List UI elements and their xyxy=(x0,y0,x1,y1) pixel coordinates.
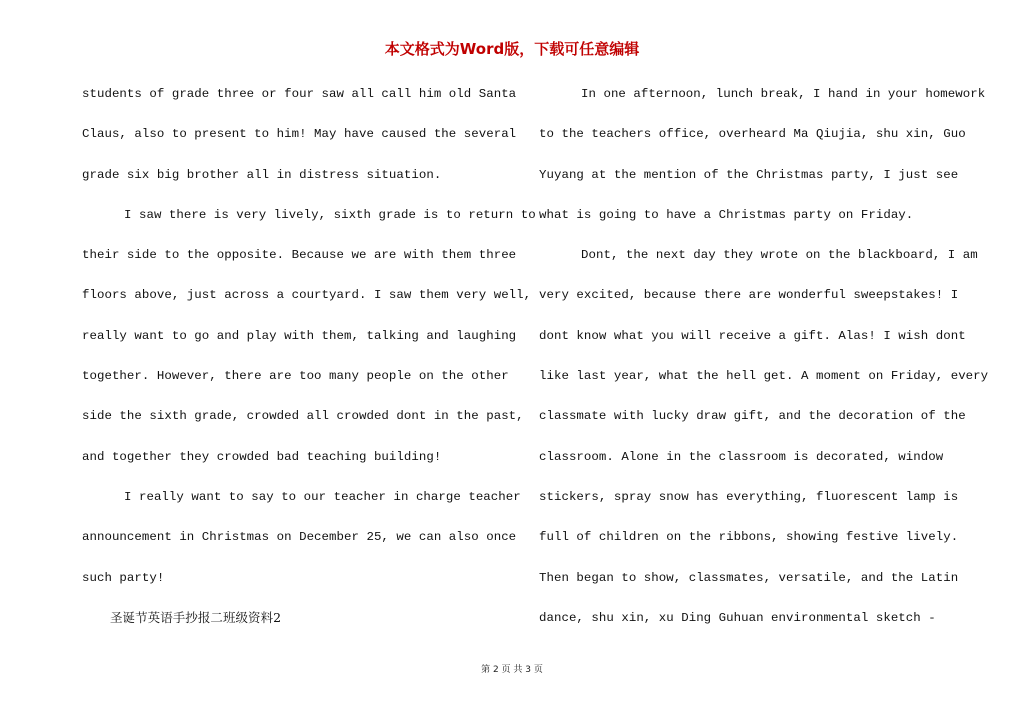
text-line: dance, shu xin, xu Ding Guhuan environmental sketch - xyxy=(539,610,936,625)
text-line: such party! xyxy=(82,570,165,585)
right-column xyxy=(539,80,989,644)
text-line: classmate with lucky draw gift, and the decoration of the xyxy=(539,409,966,424)
text-line: really want to go and play with them, talking and laughing xyxy=(82,328,517,343)
text-line: In one afternoon, lunch break, I hand in your homework xyxy=(581,87,986,101)
text-line: very excited, because there are wonderful sweepstakes! I xyxy=(539,288,959,303)
section-heading: 圣诞节英语手抄报二班级资料2 xyxy=(110,609,282,625)
text-line: grade six big brother all in distress situation. xyxy=(82,167,442,182)
page-header: 本文格式为Word版，下载可任意编辑 xyxy=(384,40,640,58)
text-line: students of grade three or four saw all call him old Santa xyxy=(82,87,517,101)
text-line: together. However, there are too many people on the other xyxy=(82,369,509,384)
text-line: floors above, just across a courtyard. I saw them very well, xyxy=(82,288,532,303)
text-line: dont know what you will receive a gift. Alas! I wish dont xyxy=(539,328,966,343)
left-column xyxy=(82,80,536,644)
text-line: Claus, also to present to him! May have caused the several xyxy=(82,127,517,142)
text-line: announcement in Christmas on December 25, we can also once xyxy=(82,530,517,545)
text-line: full of children on the ribbons, showing festive lively. xyxy=(539,530,959,545)
text-line: Yuyang at the mention of the Christmas party, I just see xyxy=(539,167,959,182)
text-line: Then began to show, classmates, versatile, and the Latin xyxy=(539,570,959,585)
text-line: side the sixth grade, crowded all crowded dont in the past, xyxy=(82,409,524,424)
text-line: what is going to have a Christmas party on Friday. xyxy=(539,207,914,222)
text-line: and together they crowded bad teaching building! xyxy=(82,449,442,464)
text-line: I really want to say to our teacher in charge teacher xyxy=(124,489,521,504)
text-line: I saw there is very lively, sixth grade is to return to xyxy=(124,207,536,222)
text-line: like last year, what the hell get. A moment on Friday, every xyxy=(539,369,989,384)
text-line: classroom. Alone in the classroom is decorated, window xyxy=(539,449,944,464)
text-line: their side to the opposite. Because we are with them three xyxy=(82,248,517,263)
page-footer: 第 2 页 共 3 页 xyxy=(481,665,543,675)
text-line: Dont, the next day they wrote on the blackboard, I am xyxy=(581,248,978,263)
text-line: to the teachers office, overheard Ma Qiujia, shu xin, Guo xyxy=(539,127,966,142)
text-line: stickers, spray snow has everything, fluorescent lamp is xyxy=(539,489,959,504)
